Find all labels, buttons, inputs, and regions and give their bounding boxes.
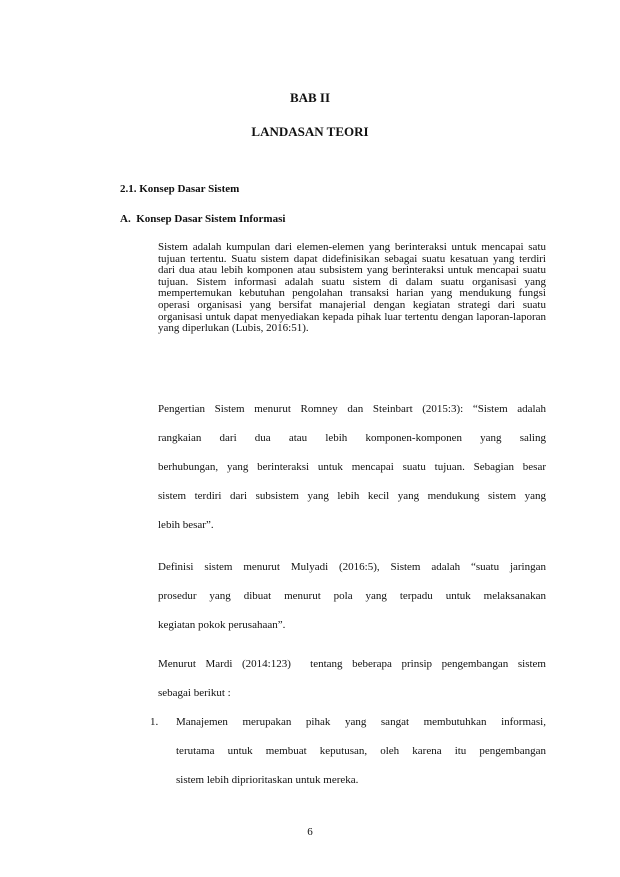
paragraph-romney-steinbart (158, 403, 546, 548)
section-heading: 2.1. Konsep Dasar Sistem (120, 183, 240, 195)
paragraph-mulyadi (158, 561, 546, 648)
paragraph-line: kegiatan pokok perusahaan”. (158, 619, 286, 631)
paragraph-line: rangkaian dari dua atau lebih komponen-komponen yang saling (158, 432, 546, 444)
paragraph-mardi (158, 658, 546, 716)
chapter-number: BAB II (289, 90, 331, 105)
paragraph-line: Menurut Mardi (2014:123) tentang beberapa prinsip pengembangan sistem (158, 658, 546, 670)
list-item-line: terutama untuk membuat keputusan, oleh karena itu pengembangan (176, 745, 546, 757)
paragraph-line: prosedur yang dibuat menurut pola yang terpadu untuk melaksanakan (158, 590, 546, 602)
paragraph-line: sistem terdiri dari subsistem yang lebih kecil yang mendukung sistem yang (158, 490, 546, 502)
list-item-line: Manajemen merupakan pihak yang sangat membutuhkan informasi, (176, 716, 546, 728)
paragraph-sistem-definition: Sistem adalah kumpulan dari elemen-elemen yang berinteraksi untuk mencapai satu tujuan tertentu. Suatu sistem dapat didefinisikan sebagai suatu kesatuan yang terdiri dari dua atau lebih komponen atau subsistem yang berinteraksi untuk mencapai suatu tujuan. Sistem informasi adalah suatu sistem di dalam suatu organisasi yang mempertemukan kebutuhan pengolahan transaksi harian yang mendukung fungsi operasi organisasi yang bersifat manajerial dengan kegiatan strategi dari suatu organisasi untuk dapat menyediakan kepada pihak luar tertentu dengan laporan-laporan yang diperlukan (Lubis, 2016:51). (158, 241, 546, 335)
subsection-heading: A. Konsep Dasar Sistem Informasi (120, 213, 286, 225)
page-number: 6 (307, 826, 313, 838)
list-item-line: sistem lebih diprioritaskan untuk mereka. (176, 774, 359, 786)
paragraph-line: Definisi sistem menurut Mulyadi (2016:5), Sistem adalah “suatu jaringan (158, 561, 546, 573)
paragraph-line: lebih besar”. (158, 519, 214, 531)
paragraph-line: berhubungan, yang berinteraksi untuk mencapai suatu tujuan. Sebagian besar (158, 461, 546, 473)
chapter-title: LANDASAN TEORI (251, 124, 369, 139)
paragraph-line: sebagai berikut : (158, 687, 231, 699)
paragraph-line: Pengertian Sistem menurut Romney dan Steinbart (2015:3): “Sistem adalah (158, 403, 546, 415)
list-item-number: 1. (150, 716, 159, 728)
list-item (176, 716, 546, 803)
